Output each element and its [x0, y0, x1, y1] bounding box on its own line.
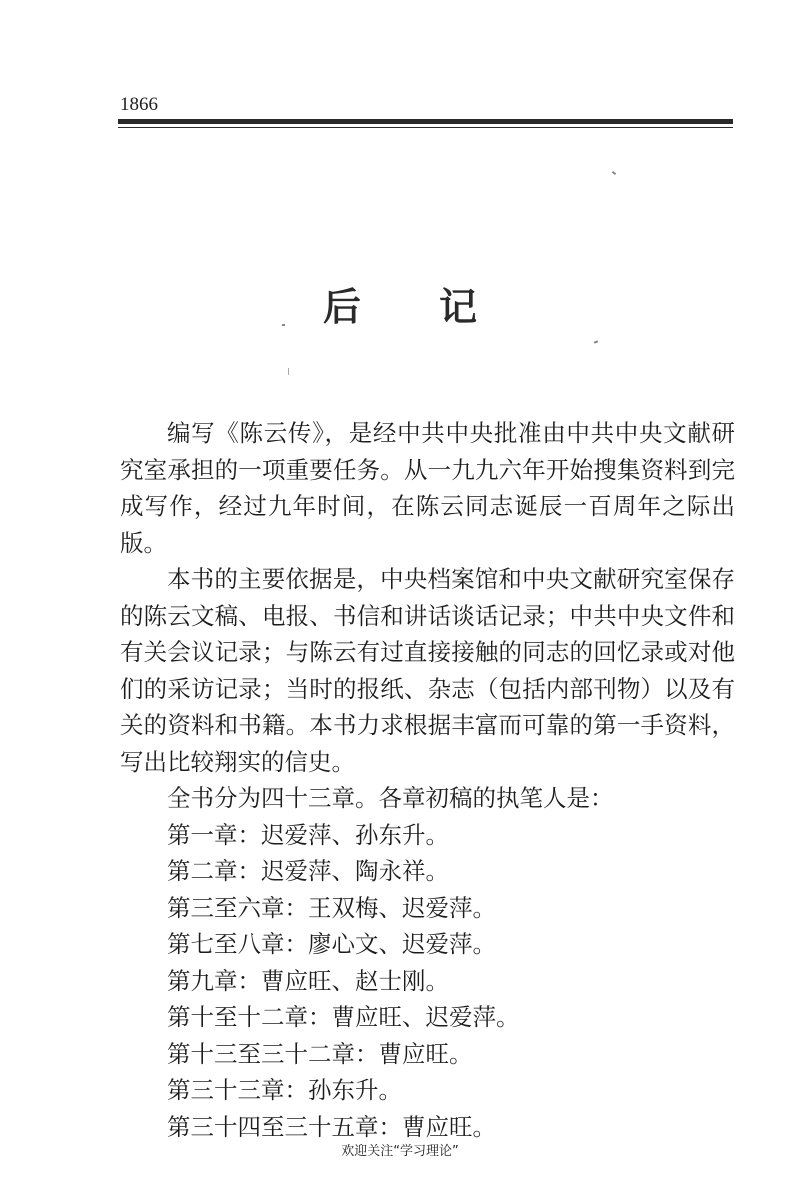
chapter-line: 第一章：迟爱萍、孙东升。 [167, 820, 449, 849]
chapter-line: 第十三至三十二章：曹应旺。 [167, 1039, 473, 1068]
scan-speck [612, 171, 616, 175]
page-number: 1866 [120, 94, 158, 115]
chapter-line: 第九章：曹应旺、赵士刚。 [167, 966, 449, 995]
scan-speck [288, 368, 289, 375]
scan-speck [282, 324, 285, 326]
title-char-2: 记 [439, 285, 478, 329]
paragraph-intro: 编写《陈云传》，是经中共中央批准由中共中央文献研究室承担的一项重要任务。从一九九六年开始搜集资料到完成写作，经过九年时间，在陈云同志诞辰一百周年之际出版。 [120, 419, 735, 557]
title-char-1: 后 [322, 285, 361, 329]
chapter-line: 第七至八章：廖心文、迟爱萍。 [167, 930, 496, 958]
footer-note: 欢迎关注“学习理论” [341, 1144, 459, 1159]
paragraph-chapters-intro: 全书分为四十三章。各章初稿的执笔人是： [167, 784, 614, 812]
body-text [120, 415, 735, 1145]
chapter-line: 第二章：迟爱萍、陶永祥。 [167, 857, 449, 885]
paragraph-sources: 本书的主要依据是，中央档案馆和中央文献研究室保存的陈云文稿、电报、书信和讲话谈话记录；中共中央文件和有关会议记录；与陈云有过直接接触的同志的回忆录或对他们的采访记录；当时的报纸、杂志（包括内部刊物）以及有关的资料和书籍。本书力求根据丰富而可靠的第一手资料，写出比较翔实的信史。 [120, 565, 735, 776]
chapter-line: 第三十三章：孙东升。 [167, 1076, 402, 1104]
page-title [0, 276, 800, 331]
chapter-line: 第十至十二章：曹应旺、迟爱萍。 [167, 1003, 520, 1031]
chapter-line: 第三十四至三十五章：曹应旺。 [167, 1112, 496, 1141]
scan-speck [594, 340, 598, 343]
chapter-line: 第三至六章：王双梅、迟爱萍。 [167, 893, 496, 922]
header-rule-thin [118, 127, 733, 128]
header-rule-thick [118, 119, 733, 124]
